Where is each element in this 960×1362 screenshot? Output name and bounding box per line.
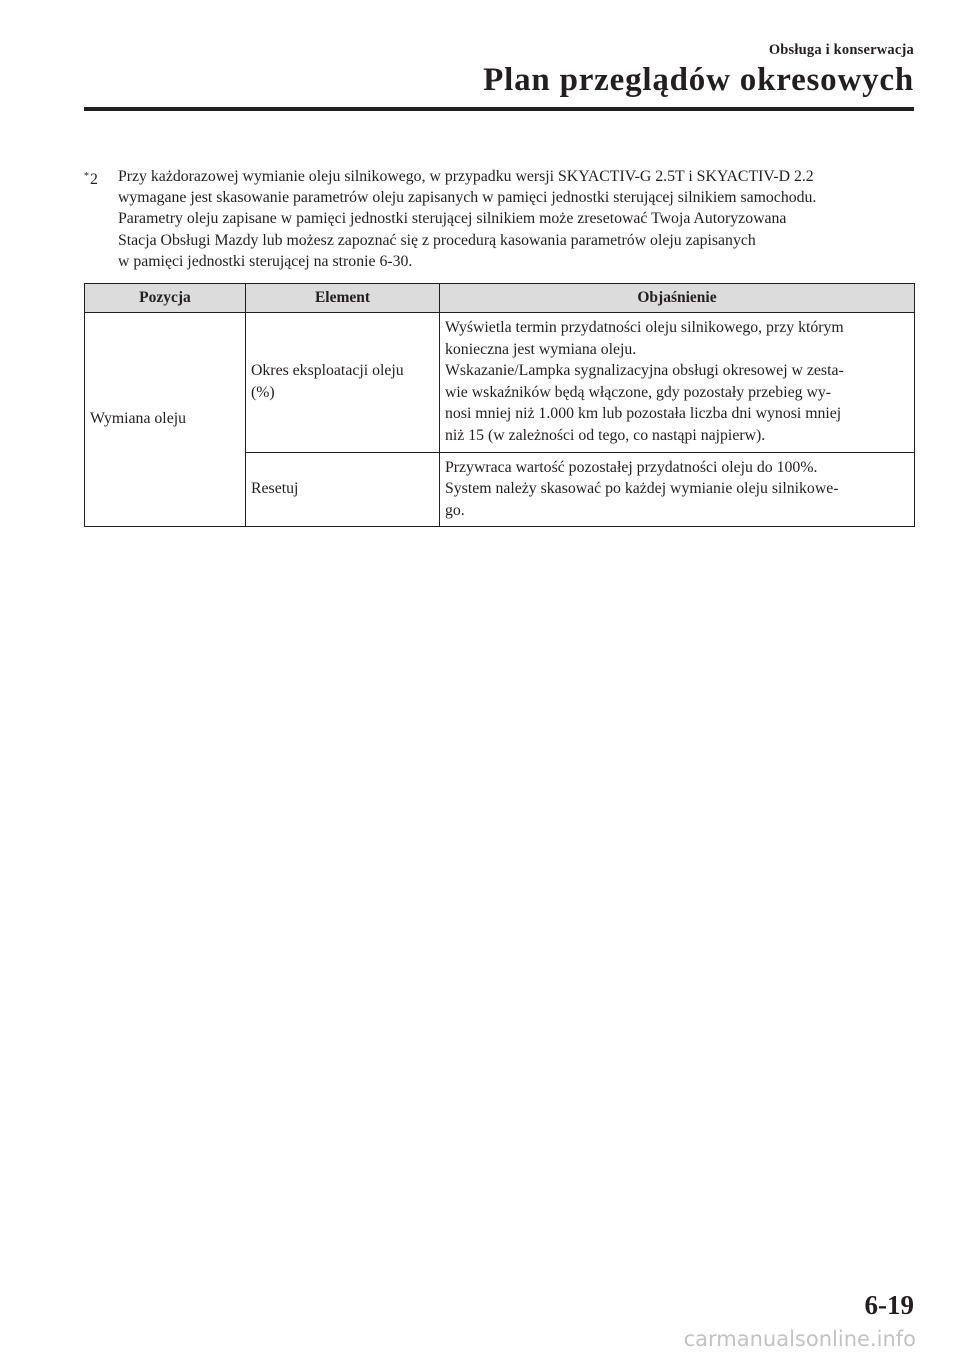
header-element: Element [246,284,440,313]
oil-change-table [84,283,915,527]
footnote [84,166,920,272]
header-position: Pozycja [85,284,246,313]
section-name: Obsługa i konserwacja [768,42,914,58]
footnote-line: Przy każdorazowej wymianie oleju silnikowego, w przypadku wersji SKYACTIV-G 2.5T i SKYACTIV-D 2.2 [118,168,814,185]
cell-line: Okres eksploatacji oleju [251,362,404,380]
element-cell [246,313,440,453]
footnote-line: w pamięci jednostki sterującej na stronie 6-30. [118,252,413,270]
watermark: carmanualsonline.info [683,1327,916,1351]
cell-line: konieczna jest wymiana oleju. [445,340,637,358]
cell-line: Wyświetla termin przydatności oleju silnikowego, przy którym [445,319,844,336]
footnote-body [118,166,920,272]
cell-line: (%) [251,383,275,401]
footnote-line: Stacja Obsługi Mazdy lub możesz zapoznać się z procedurą kasowania parametrów oleju zapisanych [118,231,756,249]
position-cell: Wymiana oleju [85,313,246,527]
footnote-marker [84,166,98,190]
page-number: 6-19 [864,1290,914,1320]
footnote-line: Parametry oleju zapisane w pamięci jednostki sterującej silnikiem może zresetować Twoja Autoryzowana [118,210,787,228]
cell-line: niż 15 (w zależności od tego, co nastąpi najpierw). [445,426,766,444]
explanation-cell [440,452,915,527]
table-header-row [85,284,915,313]
cell-line: go. [445,501,465,519]
title-rule [84,107,914,111]
header-explanation: Objaśnienie [440,284,915,313]
page-title: Plan przeglądów okresowych [483,62,914,98]
cell-line: Wskazanie/Lampka sygnalizacyjna obsługi okresowej w zesta- [445,362,844,380]
cell-line: System należy skasować po każdej wymianie oleju silnikowe- [445,480,839,498]
element-cell [246,452,440,527]
footnote-number: 2 [90,171,98,188]
cell-line: Przywraca wartość pozostałej przydatności oleju do 100%. [445,458,818,476]
cell-line: wie wskaźników będą włączone, gdy pozostały przebieg wy- [445,383,832,401]
footnote-line: wymagane jest skasowanie parametrów oleju zapisanych w pamięci jednostki sterującej silnikiem samochodu. [118,189,817,207]
explanation-cell [440,313,915,453]
cell-line: Resetuj [251,480,299,498]
table-row [85,313,915,453]
cell-line: nosi mniej niż 1.000 km lub pozostała liczba dni wynosi mniej [445,405,842,423]
footnote-asterisk: * [84,171,89,182]
